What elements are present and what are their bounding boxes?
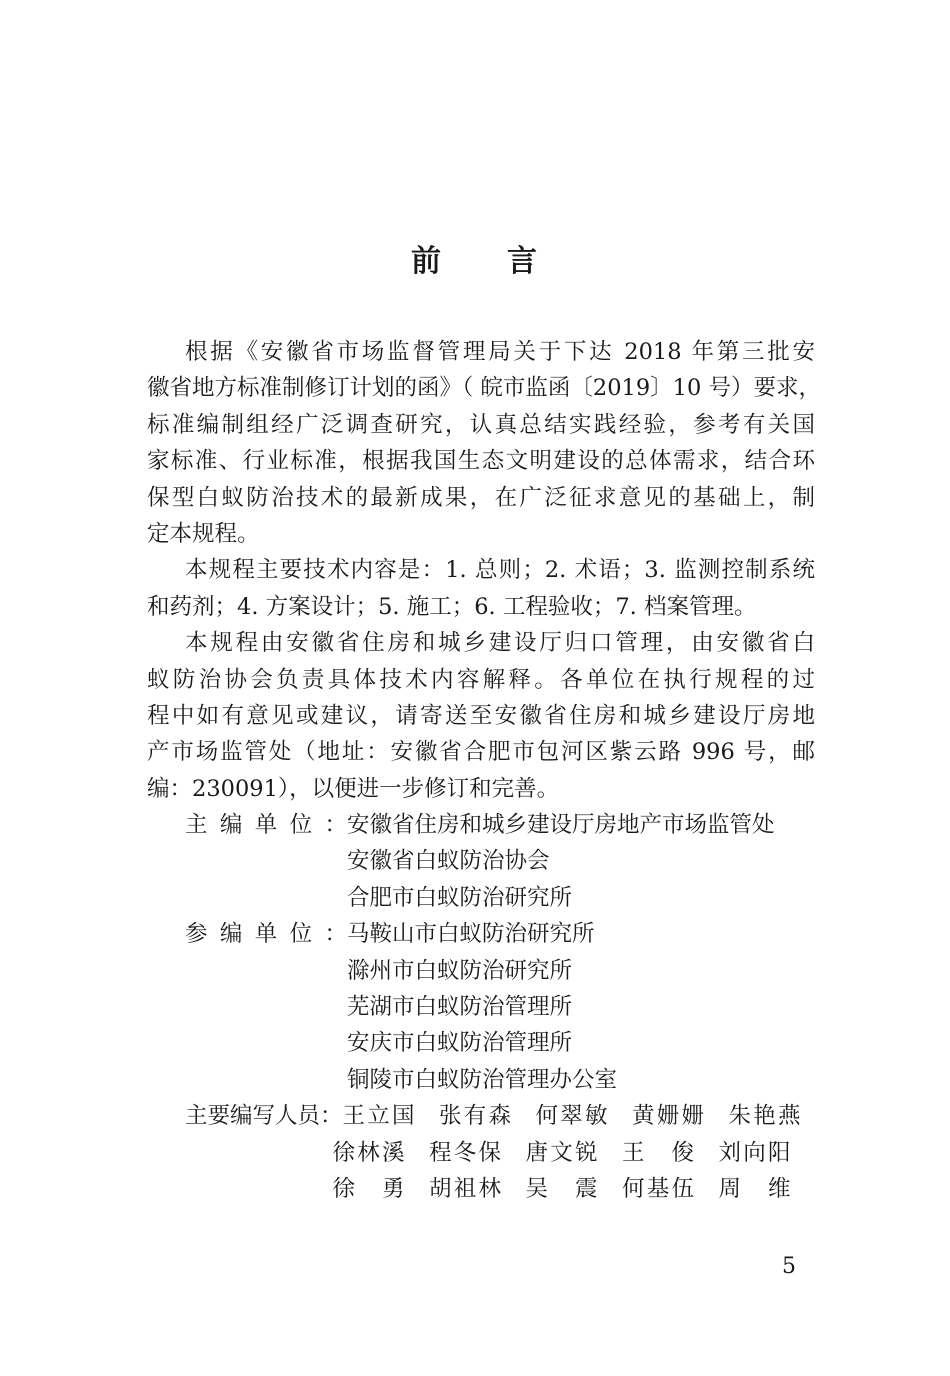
text-line: 根据《安徽省市场监督管理局关于下达 2018 年第三批安 [185,339,815,365]
title-char: 言 [507,244,539,279]
drafter-name: 刘向阳 [718,1139,791,1166]
drafter-name: 黄姗姗 [632,1103,705,1130]
text-line: 标准编制组经广泛调查研究，认真总结实践经验，参考有关国 [147,411,815,438]
paragraph-basis [147,334,821,552]
text-line: 蚁防治协会负责具体技术内容解释。各单位在执行规程的过 [147,666,815,693]
drafters [147,1098,815,1207]
unit-item: 安徽省住房和城乡建设厅房地产市场监管处 [347,812,775,839]
text-line: 产市场监管处（地址：安徽省合肥市包河区紫云路 996 号，邮 [147,739,815,766]
text-line: 家标准、行业标准，根据我国生态文明建设的总体需求，结合环 [147,448,815,475]
unit-item: 铜陵市白蚁防治管理办公室 [347,1066,618,1093]
unit-item: 合肥市白蚁防治研究所 [347,884,573,911]
text-line: 程中如有意见或建议，请寄送至安徽省住房和城乡建设厅房地 [147,702,815,729]
text-line: 和药剂；4. 方案设计；5. 施工；6. 工程验收；7. 档案管理。 [147,593,757,620]
unit-item: 马鞍山市白蚁防治研究所 [347,921,595,948]
page-title [0,236,950,280]
text-line: 徽省地方标准制修订计划的函》（ 皖市监函〔2019〕10 号）要求， [147,375,821,402]
drafter-name: 吴震 [525,1175,598,1202]
drafter-name: 唐文锐 [525,1139,598,1166]
unit-item: 滁州市白蚁防治研究所 [347,957,573,984]
drafter-name: 周维 [718,1175,791,1202]
drafters-label: 主要编写人员： [185,1103,343,1130]
text-line: 定本规程。 [147,520,260,547]
text-line: 本规程由安徽省住房和城乡建设厅归口管理，由安徽省白 [185,630,815,657]
drafter-name: 徐林溪 [332,1139,405,1166]
drafter-name: 胡祖林 [429,1175,501,1202]
drafter-name: 何翠敏 [535,1103,608,1130]
drafter-name: 张有森 [439,1103,512,1130]
unit-item: 安庆市白蚁防治管理所 [347,1030,573,1057]
title-char: 前 [411,244,443,279]
drafter-name: 何基伍 [622,1175,694,1202]
page-number: 5 [782,1254,796,1279]
unit-item: 芜湖市白蚁防治管理所 [347,994,573,1021]
participating-units [147,916,815,1098]
chief-units-label: 主编单位： [185,812,347,839]
unit-item: 安徽省白蚁防治协会 [347,848,550,875]
preface-body [147,334,821,1207]
text-line: 本规程主要技术内容是：1. 总则；2. 术语；3. 监测控制系统 [185,557,815,584]
chief-units [147,807,815,916]
participating-units-label: 参编单位： [185,921,347,948]
drafter-name: 王立国 [342,1103,415,1130]
drafter-name: 徐勇 [332,1175,405,1202]
text-line: 编：230091），以便进一步修订和完善。 [147,775,560,802]
paragraph-contents [147,552,815,625]
drafter-name: 朱艳燕 [728,1103,801,1130]
text-line: 保型白蚁防治技术的最新成果，在广泛征求意见的基础上，制 [147,484,815,511]
drafter-name: 程冬保 [429,1139,501,1166]
paragraph-management [147,625,815,807]
drafter-name: 王俊 [622,1139,694,1166]
